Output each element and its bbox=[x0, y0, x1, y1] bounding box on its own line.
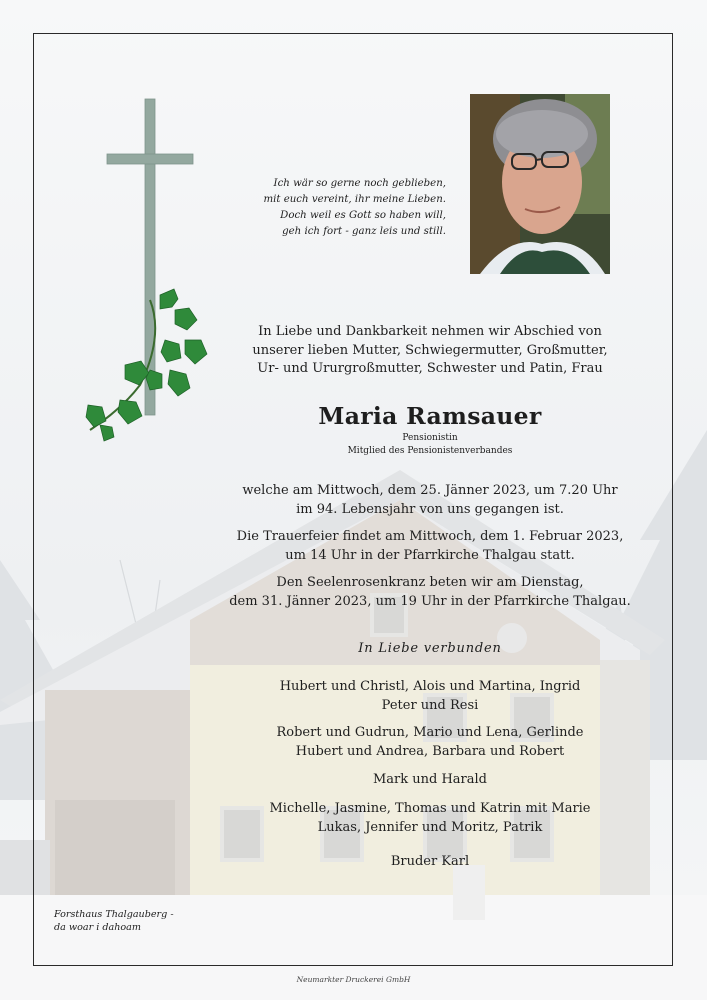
family-group bbox=[215, 678, 645, 715]
family-line: Mark und Harald bbox=[372, 772, 488, 787]
family-line: Robert und Gudrun, Mario und Lena, Gerlinde bbox=[276, 725, 584, 740]
intro-line: unserer lieben Mutter, Schwiegermutter, Großmutter, bbox=[252, 342, 608, 358]
family-line: Hubert und Andrea, Barbara und Robert bbox=[295, 743, 565, 759]
deceased-occupation: Pensionistin bbox=[402, 433, 458, 443]
intro-line: Ur- und Ururgroßmutter, Schwester und Patin, Frau bbox=[257, 361, 603, 376]
rosary-notice bbox=[215, 574, 645, 611]
death-line: im 94. Lebensjahr von uns gegangen ist. bbox=[296, 501, 564, 517]
intro-text bbox=[215, 323, 645, 379]
deceased-name: Maria Ramsauer bbox=[318, 402, 542, 430]
intro-line: In Liebe und Dankbarkeit nehmen wir Abschied von bbox=[258, 324, 602, 339]
mourners-heading: In Liebe verbunden bbox=[358, 641, 502, 656]
printer-credit: Neumarkter Druckerei GmbH bbox=[296, 975, 411, 984]
poem-line: mit euch vereint, ihr meine Lieben. bbox=[263, 194, 446, 205]
family-group bbox=[215, 724, 645, 761]
photo-caption bbox=[54, 908, 174, 934]
deceased-membership: Mitglied des Pensionistenverbandes bbox=[347, 446, 513, 456]
family-line: Michelle, Jasmine, Thomas und Katrin mit Marie bbox=[269, 801, 591, 816]
caption-line: da woar i dahoam bbox=[54, 922, 142, 933]
family-line: Bruder Karl bbox=[390, 854, 470, 869]
funeral-line: um 14 Uhr in der Pfarrkirche Thalgau statt. bbox=[285, 547, 575, 563]
caption-line: Forsthaus Thalgauberg - bbox=[54, 909, 174, 920]
funeral-line: Die Trauerfeier findet am Mittwoch, dem 1. Februar 2023, bbox=[236, 529, 624, 544]
cross-with-ivy-icon bbox=[80, 95, 225, 445]
portrait-photo bbox=[470, 94, 610, 274]
death-notice bbox=[215, 482, 645, 519]
poem-line: Doch weil es Gott so haben will, bbox=[280, 210, 446, 221]
rosary-line: dem 31. Jänner 2023, um 19 Uhr in der Pfarrkirche Thalgau. bbox=[229, 593, 631, 609]
death-line: welche am Mittwoch, dem 25. Jänner 2023, um 7.20 Uhr bbox=[242, 483, 618, 498]
poem bbox=[250, 176, 446, 240]
family-line: Hubert und Christl, Alois und Martina, Ingrid bbox=[279, 679, 581, 694]
family-group bbox=[215, 771, 645, 790]
rosary-line: Den Seelenrosenkranz beten wir am Dienstag, bbox=[276, 575, 584, 590]
family-group bbox=[215, 853, 645, 872]
family-line: Peter und Resi bbox=[381, 697, 479, 713]
poem-line: geh ich fort - ganz leis und still. bbox=[282, 226, 446, 237]
funeral-notice bbox=[215, 528, 645, 565]
family-group bbox=[215, 800, 645, 837]
poem-line: Ich wär so gerne noch geblieben, bbox=[273, 178, 446, 189]
family-line: Lukas, Jennifer und Moritz, Patrik bbox=[317, 819, 543, 835]
